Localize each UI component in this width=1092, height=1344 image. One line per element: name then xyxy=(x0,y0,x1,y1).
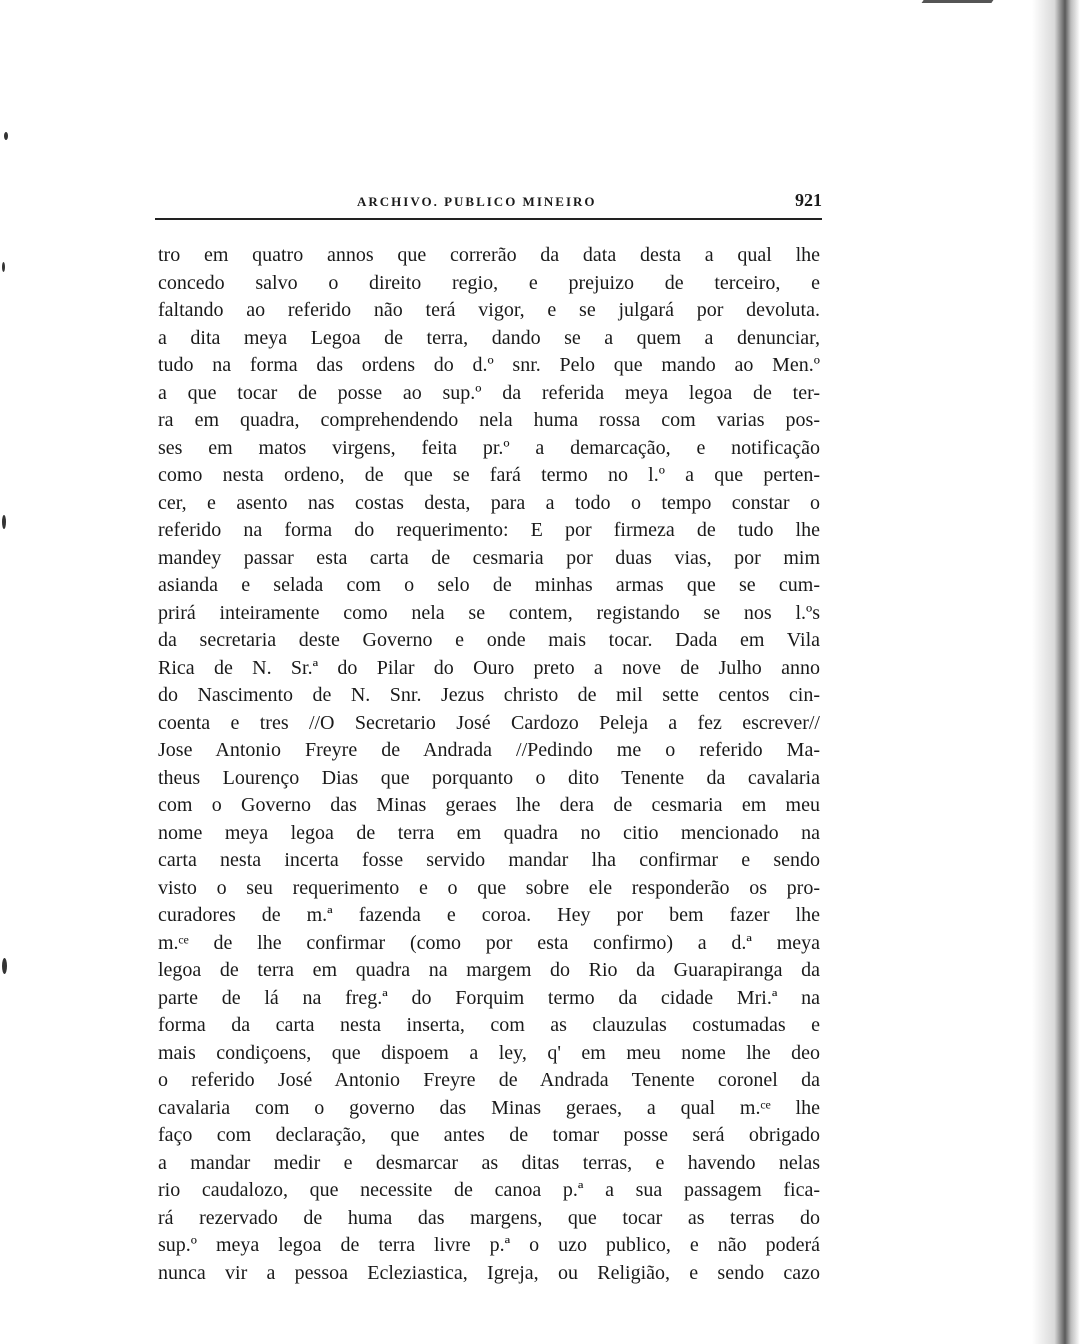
text-line: theus Lourenço Dias que porquanto o dito Tenente da cavalaria xyxy=(158,766,820,789)
text-line: Jose Antonio Freyre de Andrada //Pedindo me o referido Ma- xyxy=(158,739,820,761)
text-line: faltando ao referido não terá vigor, e se julgará por devoluta. xyxy=(158,299,820,321)
text-line: concedo salvo o direito regio, e prejuizo de terceiro, e xyxy=(158,271,820,294)
book-page-edge-shadow xyxy=(942,0,1092,1344)
text-line: tudo na forma das ordens do d.º snr. Pelo que mando ao Men.º xyxy=(158,354,820,376)
page-header xyxy=(155,190,822,216)
text-line: ra em quadra, comprehendendo nela huma rossa com varias pos- xyxy=(158,409,820,431)
text-line: sup.º meya legoa de terra livre p.ª o uzo publico, e não poderá xyxy=(158,1234,820,1256)
header-rule xyxy=(155,218,822,220)
text-line: Rica de N. Sr.ª do Pilar do Ouro preto a nove de Julho anno xyxy=(158,656,820,679)
text-line: nunca vir a pessoa Ecleziastica, Igreja, ou Religião, e sendo cazo xyxy=(158,1261,820,1284)
text-line: mais condiçoens, que dispoem a ley, q' em meu nome lhe deo xyxy=(158,1041,820,1064)
text-line: curadores de m.ª fazenda e coroa. Hey por bem fazer lhe xyxy=(158,904,820,926)
text-line: tro em quatro annos que correrão da data desta a qual lhe xyxy=(158,244,820,266)
text-line: legoa de terra em quadra na margem do Rio da Guarapiranga da xyxy=(158,959,820,981)
text-line: rá rezervado de huma das margens, que tocar as terras do xyxy=(158,1206,820,1229)
text-line: da secretaria deste Governo e onde mais tocar. Dada em Vila xyxy=(158,629,820,651)
text-line: o referido José Antonio Freyre de Andrada Tenente coronel da xyxy=(158,1069,820,1091)
text-line: prirá inteiramente como nela se contem, registando se nos l.ºs xyxy=(158,601,820,624)
margin-speck xyxy=(2,515,6,529)
text-line: faço com declaração, que antes de tomar posse será obrigado xyxy=(158,1124,820,1146)
margin-speck xyxy=(2,262,5,272)
text-line: asianda e selada com o selo de minhas armas que se cum- xyxy=(158,574,820,596)
text-line: mandey passar esta carta de cesmaria por duas vias, por mim xyxy=(158,546,820,569)
text-line: rio caudalozo, que necessite de canoa p.ª a sua passagem fica- xyxy=(158,1179,820,1201)
text-line: do Nascimento de N. Snr. Jezus christo de mil sette centos cin- xyxy=(158,684,820,706)
text-line: como nesta ordeno, de que se fará termo no l.º a que perten- xyxy=(158,464,820,486)
body-text xyxy=(158,242,820,1287)
margin-speck xyxy=(2,958,7,974)
text-line: carta nesta incerta fosse servido mandar lha confirmar e sendo xyxy=(158,849,820,871)
running-title: ARCHIVO. PUBLICO MINEIRO xyxy=(357,194,597,209)
text-line: parte de lá na freg.ª do Forquim termo da cidade Mri.ª na xyxy=(158,986,820,1009)
page-number: 921 xyxy=(795,190,822,210)
text-line: a dita meya Legoa de terra, dando se a quem a denunciar, xyxy=(158,326,820,349)
text-line: ses em matos virgens, feita pr.º a demarcação, e notificação xyxy=(158,436,820,459)
text-line: referido na forma do requerimento: E por firmeza de tudo lhe xyxy=(158,519,820,541)
text-line: visto o seu requerimento e o que sobre ele responderão os pro- xyxy=(158,876,820,899)
text-line: com o Governo das Minas geraes lhe dera de cesmaria em meu xyxy=(158,794,820,816)
text-line: coenta e tres //O Secretario José Cardozo Peleja a fez escrever// xyxy=(158,711,820,734)
text-line: cer, e asento nas costas desta, para a todo o tempo constar o xyxy=(158,491,820,514)
text-line: a que tocar de posse ao sup.º da referida meya legoa de ter- xyxy=(158,381,820,404)
text-line: nome meya legoa de terra em quadra no citio mencionado na xyxy=(158,821,820,844)
margin-speck xyxy=(4,132,8,140)
text-line: cavalaria com o governo das Minas geraes, a qual m.ᶜᵉ lhe xyxy=(158,1096,820,1119)
text-line: forma da carta nesta inserta, com as clauzulas costumadas e xyxy=(158,1014,820,1036)
text-line: a mandar medir e desmarcar as ditas terras, e havendo nelas xyxy=(158,1151,820,1174)
text-line: m.ᶜᵉ de lhe confirmar (como por esta confirmo) a d.ª meya xyxy=(158,931,820,954)
